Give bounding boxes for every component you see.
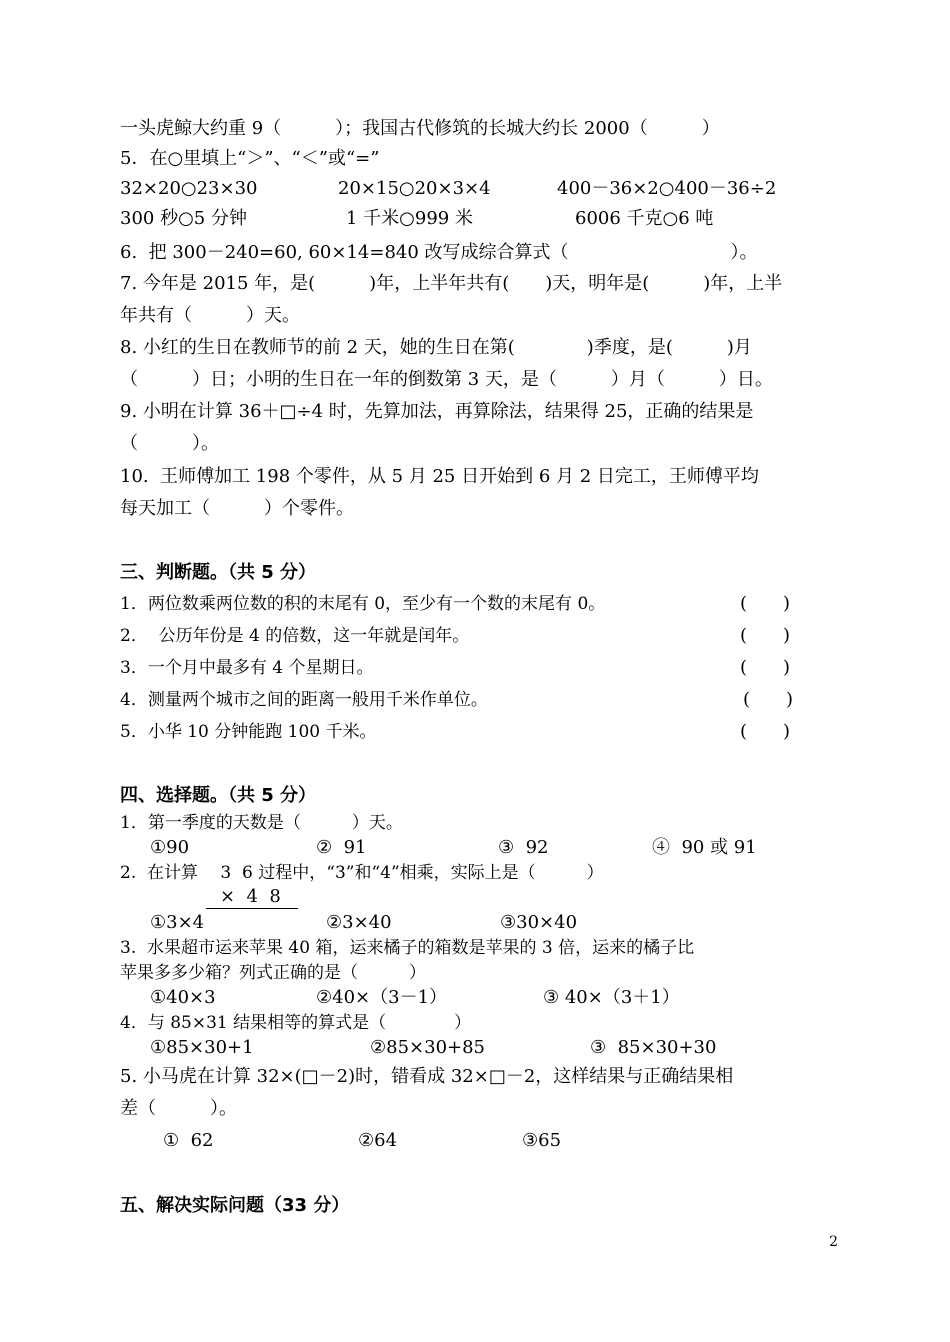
choice-q2-option-1[interactable]: ①3×4 [150,912,205,933]
fill-q8-line2: （ ）日；小明的生日在一年的倒数第 3 天，是（ ）月（ ）日。 [120,369,773,390]
choice-q4-option-1[interactable]: ①85×30+1 [150,1037,254,1058]
choice-q3-option-2[interactable]: ②40×（3－1） [316,987,448,1008]
fill-q8-line1: 8. 小红的生日在教师节的前 2 天，她的生日在第( )季度，是( )月 [120,337,752,358]
fill-q6: 6. 把 300－240=60, 60×14=840 改写成综合算式（ ）。 [120,242,758,263]
choice-q2: 2. 在计算 3 6 过程中，“3”和“4”相乘，实际上是（ ） [120,863,604,883]
choice-q3-option-1[interactable]: ①40×3 [150,987,216,1008]
judge-item-5: 5．小华 10 分钟能跑 100 千米。 [120,722,377,742]
choice-q3-line2: 苹果多多少箱？列式正确的是（ ） [120,963,426,983]
choice-q4: 4．与 85×31 结果相等的算式是（ ） [120,1013,472,1033]
judge-bracket-1[interactable]: ( ) [740,593,791,614]
fill-q7-line1: 7. 今年是 2015 年，是( )年，上半年共有( )天，明年是( )年，上半 [120,273,783,294]
choice-q2-option-3[interactable]: ③30×40 [500,912,578,933]
choice-q5-option-3[interactable]: ③65 [522,1130,562,1151]
judge-item-3: 3．一个月中最多有 4 个星期日。 [120,658,374,678]
fill-q9-line1: 9. 小明在计算 36＋□÷4 时，先算加法，再算除法，结果得 25，正确的结果是 [120,401,754,422]
choice-heading: 四、选择题。（共 5 分） [120,785,317,806]
fill-q5-d: 300 秒○5 分钟 [120,208,247,229]
choice-q1: 1．第一季度的天数是（ ）天。 [120,813,403,833]
solve-heading: 五、解决实际问题（33 分） [120,1195,350,1216]
page-number: 2 [829,1234,838,1250]
choice-q1-option-3[interactable]: ③ 92 [498,837,549,858]
fill-line-1: 一头虎鲸大约重 9（ ）；我国古代修筑的长城大约长 2000（ ） [120,118,720,139]
fill-q5-e: 1 千米○999 米 [346,208,473,229]
fill-q7-line2: 年共有（ ）天。 [120,305,300,326]
choice-q1-option-4[interactable]: ④ 90 或 91 [652,837,757,858]
choice-q5-option-2[interactable]: ②64 [358,1130,398,1151]
fill-q5-c: 400－36×2○400－36÷2 [557,178,777,199]
judge-item-4: 4．测量两个城市之间的距离一般用千米作单位。 [120,690,488,710]
choice-q5-line1: 5. 小马虎在计算 32×(□－2)时，错看成 32×□－2，这样结果与正确结果相 [120,1066,734,1087]
fill-q10-line1: 10. 王师傅加工 198 个零件，从 5 月 25 日开始到 6 月 2 日完工，王师傅平均 [120,466,759,487]
judge-bracket-4[interactable]: ( ) [743,689,794,710]
judge-item-2: 2． 公历年份是 4 的倍数，这一年就是闰年。 [120,626,470,646]
choice-q3-option-3[interactable]: ③ 40×（3＋1） [543,987,680,1008]
fill-q5-b: 20×15○20×3×4 [338,178,491,199]
fill-q10-line2: 每天加工（ ）个零件。 [120,498,354,519]
judge-bracket-5[interactable]: ( ) [740,721,791,742]
fill-q5-f: 6006 千克○6 吨 [575,208,714,229]
judge-bracket-2[interactable]: ( ) [740,625,791,646]
judge-heading: 三、判断题。（共 5 分） [120,562,317,583]
choice-q5-option-1[interactable]: ① 62 [163,1130,214,1151]
choice-q5-line2: 差（ ）。 [120,1098,237,1119]
choice-q2-option-2[interactable]: ②3×40 [326,912,392,933]
fill-q5-a: 32×20○23×30 [120,178,258,199]
judge-item-1: 1．两位数乘两位数的积的末尾有 0，至少有一个数的末尾有 0。 [120,594,606,614]
choice-q2-multiplier: × 4 8 [220,886,282,909]
fill-q9-line2: （ ）。 [120,433,219,454]
choice-q1-option-1[interactable]: ①90 [150,837,190,858]
choice-q4-option-3[interactable]: ③ 85×30+30 [590,1037,717,1058]
fill-q5-title: 5．在○里填上“＞”、“＜”或“=” [120,148,380,169]
choice-q4-option-2[interactable]: ②85×30+85 [370,1037,486,1058]
choice-q1-option-2[interactable]: ② 91 [316,837,367,858]
judge-bracket-3[interactable]: ( ) [740,657,791,678]
choice-q3-line1: 3. 水果超市运来苹果 40 箱，运来橘子的箱数是苹果的 3 倍，运来的橘子比 [120,938,695,958]
